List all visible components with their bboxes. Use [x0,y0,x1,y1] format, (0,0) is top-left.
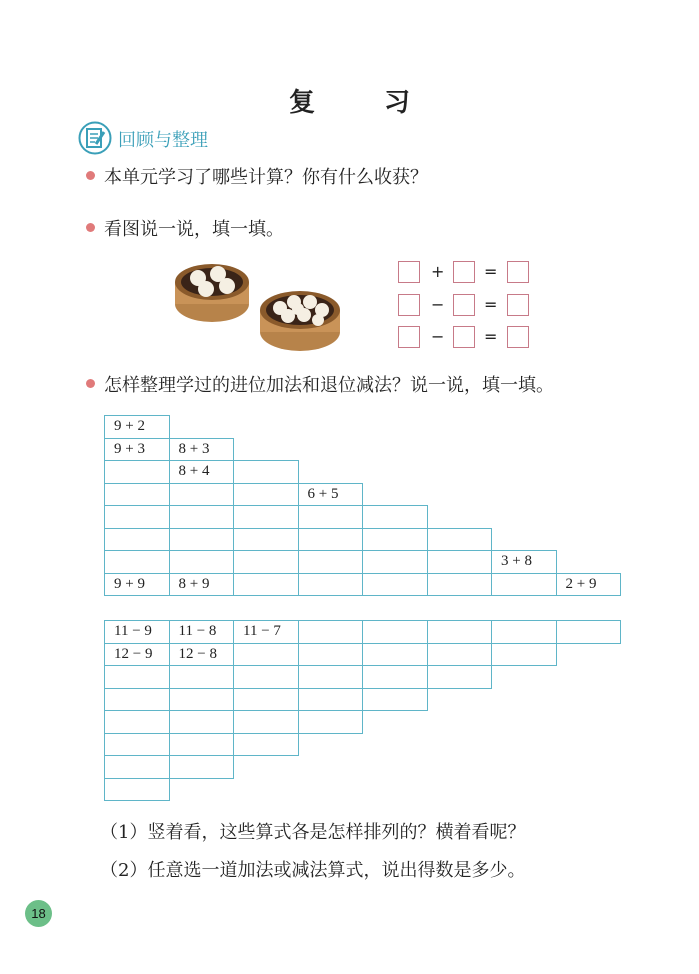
table-cell[interactable] [104,755,170,779]
table-cell[interactable] [169,710,235,734]
table-cell: 9 + 2 [104,415,170,439]
table-cell[interactable] [169,755,235,779]
table-cell[interactable] [169,665,235,689]
table-cell[interactable] [298,688,364,712]
table-cell: 8 + 9 [169,573,235,597]
table-cell: 11 − 8 [169,620,235,644]
table-cell[interactable] [169,505,235,529]
answer-box[interactable] [507,326,529,348]
table-cell[interactable] [233,688,299,712]
table-cell[interactable] [233,550,299,574]
answer-box[interactable] [398,326,420,348]
operator-sign: − [431,327,445,346]
table-cell: 2 + 9 [556,573,622,597]
table-cell[interactable] [169,550,235,574]
operator-sign: + [431,262,445,281]
table-cell: 6 + 5 [298,483,364,507]
table-cell: 12 − 9 [104,643,170,667]
page-number: 18 [25,900,52,927]
table-cell[interactable] [491,620,557,644]
table-cell[interactable] [427,643,493,667]
table-cell[interactable] [104,688,170,712]
table-cell[interactable] [362,688,428,712]
answer-box[interactable] [453,261,475,283]
page-title: 复 习 [288,88,441,118]
table-cell[interactable] [233,665,299,689]
table-cell: 3 + 8 [491,550,557,574]
table-cell[interactable] [427,620,493,644]
table-cell[interactable] [233,733,299,757]
table-cell[interactable] [362,528,428,552]
section-heading: 回顾与整理 [118,130,208,151]
answer-box[interactable] [507,261,529,283]
table-cell[interactable] [233,460,299,484]
table-cell[interactable] [104,665,170,689]
answer-box[interactable] [453,294,475,316]
table-cell[interactable] [298,505,364,529]
table-cell[interactable] [298,550,364,574]
table-cell[interactable] [169,733,235,757]
steamer-baskets-image [170,252,350,362]
table-cell[interactable] [104,460,170,484]
table-cell[interactable] [427,573,493,597]
prompt-text: 怎样整理学过的进位加法和退位减法？说一说，填一填。 [104,375,554,396]
answer-box[interactable] [453,326,475,348]
table-cell[interactable] [298,643,364,667]
table-cell: 11 − 9 [104,620,170,644]
bullet-icon [86,223,95,232]
table-cell[interactable] [362,665,428,689]
table-cell[interactable] [233,573,299,597]
table-cell[interactable] [491,573,557,597]
table-cell[interactable] [169,528,235,552]
table-cell[interactable] [298,620,364,644]
table-cell[interactable] [427,665,493,689]
table-cell[interactable] [233,643,299,667]
table-cell[interactable] [362,620,428,644]
prompt-text: 看图说一说，填一填。 [104,219,284,240]
table-cell[interactable] [233,710,299,734]
table-cell[interactable] [556,620,622,644]
table-cell[interactable] [362,643,428,667]
table-cell[interactable] [362,550,428,574]
table-cell: 11 − 7 [233,620,299,644]
table-cell[interactable] [491,643,557,667]
table-cell[interactable] [233,528,299,552]
answer-box[interactable] [507,294,529,316]
table-cell[interactable] [427,528,493,552]
equals-sign: = [484,327,498,346]
table-cell[interactable] [169,483,235,507]
table-cell[interactable] [104,505,170,529]
table-cell: 8 + 4 [169,460,235,484]
question-text: （2）任意选一道加法或减法算式，说出得数是多少。 [100,860,526,881]
table-cell: 12 − 8 [169,643,235,667]
notepad-pencil-icon [78,121,112,155]
prompt-text: 本单元学习了哪些计算？你有什么收获？ [104,167,428,188]
table-cell[interactable] [104,483,170,507]
equals-sign: = [484,262,498,281]
answer-box[interactable] [398,294,420,316]
table-cell[interactable] [298,665,364,689]
table-cell[interactable] [104,733,170,757]
table-cell[interactable] [104,528,170,552]
table-cell[interactable] [233,505,299,529]
table-cell[interactable] [104,778,170,802]
table-cell: 9 + 3 [104,438,170,462]
bullet-icon [86,171,95,180]
table-cell: 9 + 9 [104,573,170,597]
table-cell[interactable] [233,483,299,507]
table-cell[interactable] [104,550,170,574]
table-cell: 8 + 3 [169,438,235,462]
table-cell[interactable] [104,710,170,734]
table-cell[interactable] [169,688,235,712]
table-cell[interactable] [362,505,428,529]
table-cell[interactable] [298,528,364,552]
question-text: （1）竖着看，这些算式各是怎样排列的？横着看呢？ [100,822,526,843]
table-cell[interactable] [362,573,428,597]
bullet-icon [86,379,95,388]
operator-sign: − [431,295,445,314]
equals-sign: = [484,295,498,314]
table-cell[interactable] [298,573,364,597]
table-cell[interactable] [427,550,493,574]
answer-box[interactable] [398,261,420,283]
table-cell[interactable] [298,710,364,734]
